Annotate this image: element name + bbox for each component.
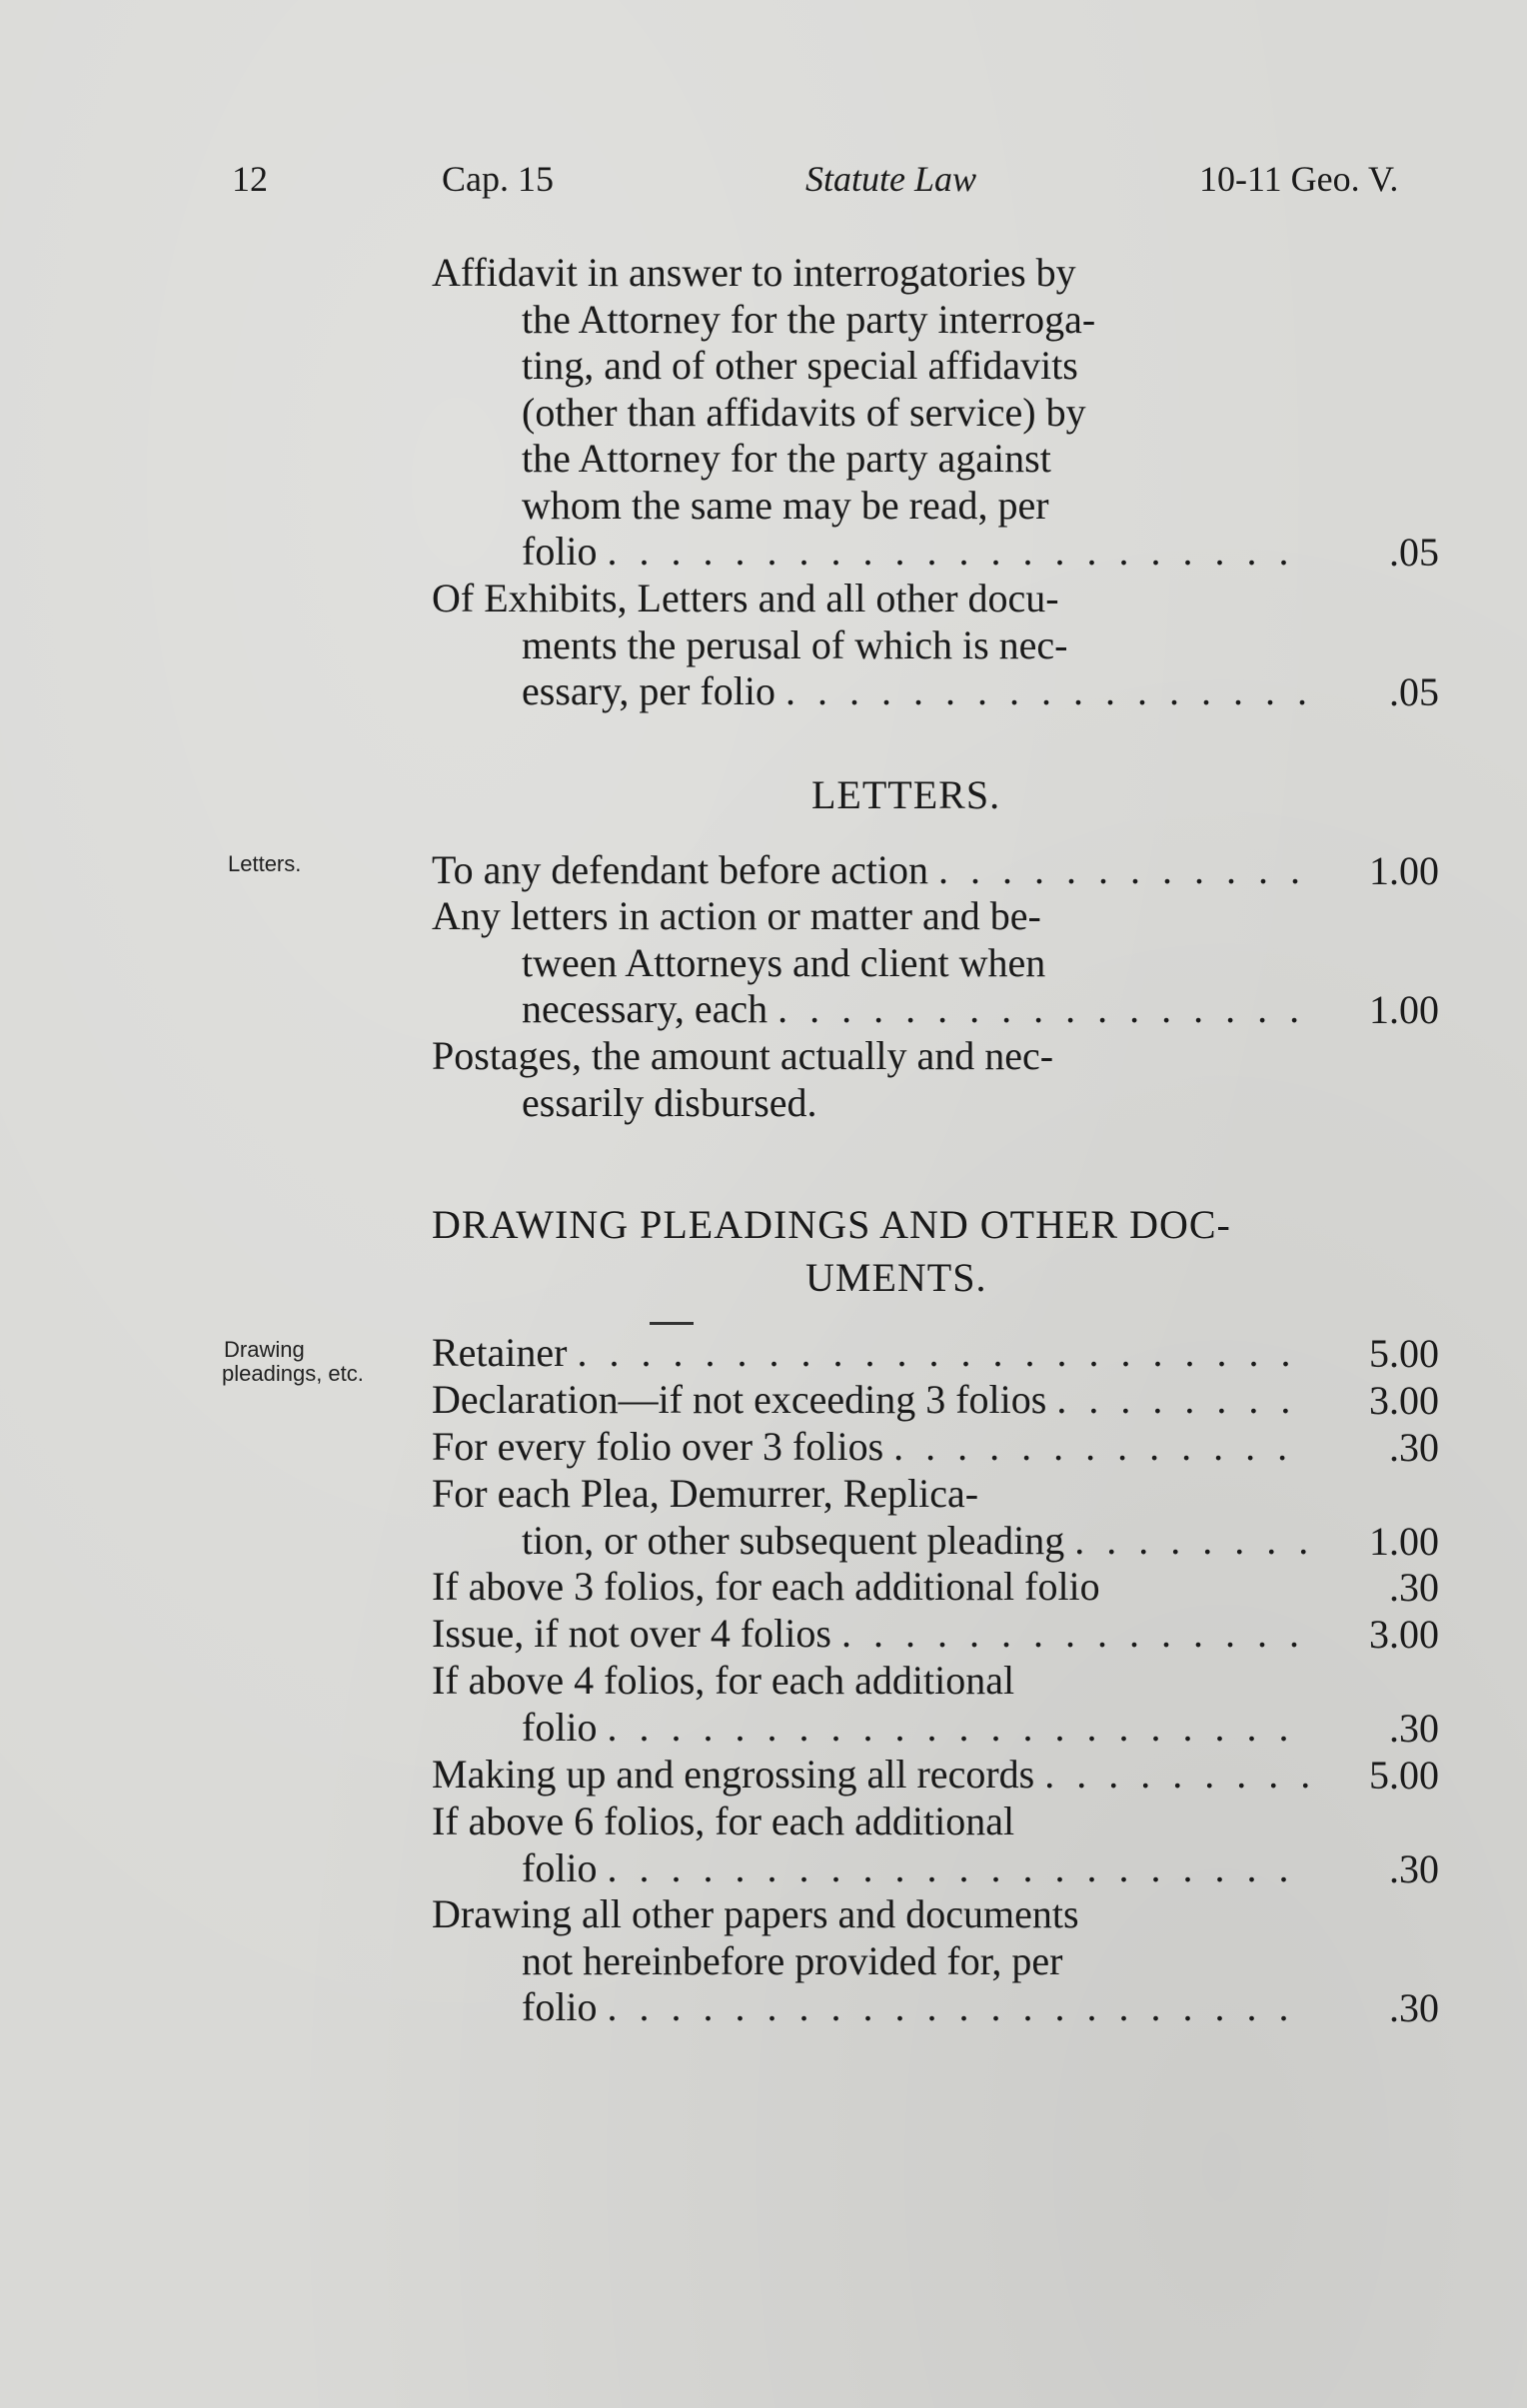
margin-note-drawing: Drawing xyxy=(224,1337,305,1362)
fee-entry-other-papers xyxy=(432,1891,1311,2031)
entry-line: whom the same may be read, per xyxy=(522,482,1049,528)
fee-amount: 5.00 xyxy=(1369,1753,1439,1798)
fee-entry-above-4-folios xyxy=(432,1658,1311,1751)
dot-leader xyxy=(1044,1752,1311,1799)
chapter-label: Cap. 15 xyxy=(442,159,554,199)
fee-entry-plea xyxy=(432,1471,1311,1564)
entry-line: folio xyxy=(522,1844,598,1890)
fee-entry-above-6-folios xyxy=(432,1799,1311,1891)
fee-amount: .05 xyxy=(1389,669,1439,714)
entry-line: essarily disbursed. xyxy=(522,1079,817,1125)
running-title: Statute Law xyxy=(805,159,977,199)
entry-line: tween Attorneys and client when xyxy=(522,939,1046,985)
fee-entry-letter-defendant xyxy=(432,847,1311,894)
dot-leader xyxy=(893,1424,1311,1471)
dot-leader xyxy=(608,1984,1311,2031)
fee-entry-additional-folio xyxy=(432,1564,1311,1611)
entry-line: ting, and of other special affidavits xyxy=(522,343,1078,388)
section-heading-letters: LETTERS. xyxy=(811,772,1001,817)
fee-entry-exhibits xyxy=(432,576,1311,715)
entry-line: tion, or other subsequent pleading xyxy=(522,1517,1065,1563)
dot-leader xyxy=(608,1705,1311,1752)
entry-line: the Attorney for the party interroga- xyxy=(522,296,1096,342)
page-number: 12 xyxy=(232,159,268,199)
dot-leader xyxy=(608,529,1311,576)
fee-entry-retainer xyxy=(432,1330,1311,1377)
entry-line: Affidavit in answer to interrogatories by xyxy=(432,250,1076,295)
entry-line: Making up and engrossing all records xyxy=(432,1752,1035,1797)
fee-entry-letters-in-action xyxy=(432,893,1311,1033)
fee-entry-every-folio xyxy=(432,1424,1311,1471)
dot-leader xyxy=(841,1611,1311,1658)
section-heading-drawing: DRAWING PLEADINGS AND OTHER DOC- xyxy=(432,1202,1231,1247)
entry-line: If above 4 folios, for each additional xyxy=(432,1658,1015,1703)
dot-leader xyxy=(1056,1377,1311,1424)
fee-amount: 3.00 xyxy=(1369,1612,1439,1657)
entry-line: folio xyxy=(522,529,598,574)
margin-note-letters: Letters. xyxy=(228,851,302,876)
entry-line: For each Plea, Demurrer, Replica- xyxy=(432,1471,979,1516)
margin-note-drawing-cont: pleadings, etc. xyxy=(222,1361,364,1386)
entry-line: Drawing all other papers and documents xyxy=(432,1891,1079,1936)
entry-line: If above 6 folios, for each additional xyxy=(432,1799,1015,1843)
dot-leader xyxy=(578,1330,1312,1377)
dot-leader xyxy=(777,986,1311,1033)
fee-amount: .30 xyxy=(1389,1985,1439,2030)
section-heading-drawing-cont: UMENTS. xyxy=(805,1255,987,1300)
entry-line: Declaration—if not exceeding 3 folios xyxy=(432,1377,1047,1422)
fee-entry-postages xyxy=(432,1033,1311,1126)
entry-line: (other than affidavits of service) by xyxy=(522,389,1086,435)
fee-amount: .30 xyxy=(1389,1565,1439,1610)
entry-line: the Attorney for the party against xyxy=(522,436,1051,481)
fee-entry-affidavit xyxy=(432,250,1311,576)
regnal-year: 10-11 Geo. V. xyxy=(1199,159,1399,199)
entry-line: Of Exhibits, Letters and all other docu- xyxy=(432,576,1059,620)
entry-line: essary, per folio xyxy=(522,668,775,713)
fee-amount: 1.00 xyxy=(1369,848,1439,893)
dot-leader xyxy=(938,847,1311,894)
fee-amount: .05 xyxy=(1389,530,1439,575)
dot-leader xyxy=(608,1845,1311,1892)
entry-line: not hereinbefore provided for, per xyxy=(522,1937,1063,1983)
fee-amount: .30 xyxy=(1389,1425,1439,1470)
entry-line: If above 3 folios, for each additional folio xyxy=(432,1564,1100,1609)
fee-amount: 1.00 xyxy=(1369,987,1439,1032)
entry-line: folio xyxy=(522,1984,598,2029)
entry-line: folio xyxy=(522,1704,598,1750)
fee-amount: .30 xyxy=(1389,1846,1439,1891)
entry-line: Retainer xyxy=(432,1330,568,1375)
heading-rule xyxy=(650,1322,694,1325)
entry-line: For every folio over 3 folios xyxy=(432,1424,884,1469)
fee-amount: 1.00 xyxy=(1369,1519,1439,1564)
fee-entry-declaration xyxy=(432,1377,1311,1424)
fee-amount: 3.00 xyxy=(1369,1378,1439,1423)
entry-line: ments the perusal of which is nec- xyxy=(522,621,1068,667)
fee-entry-engrossing xyxy=(432,1752,1311,1799)
entry-line: To any defendant before action xyxy=(432,847,928,892)
fee-amount: .30 xyxy=(1389,1706,1439,1751)
entry-line: Any letters in action or matter and be- xyxy=(432,893,1041,938)
fee-entry-issue xyxy=(432,1611,1311,1658)
entry-line: Issue, if not over 4 folios xyxy=(432,1611,831,1656)
dot-leader xyxy=(785,668,1311,715)
fee-amount: 5.00 xyxy=(1369,1331,1439,1376)
entry-line: necessary, each xyxy=(522,986,768,1031)
dot-leader xyxy=(1074,1518,1311,1565)
entry-line: Postages, the amount actually and nec- xyxy=(432,1033,1054,1078)
